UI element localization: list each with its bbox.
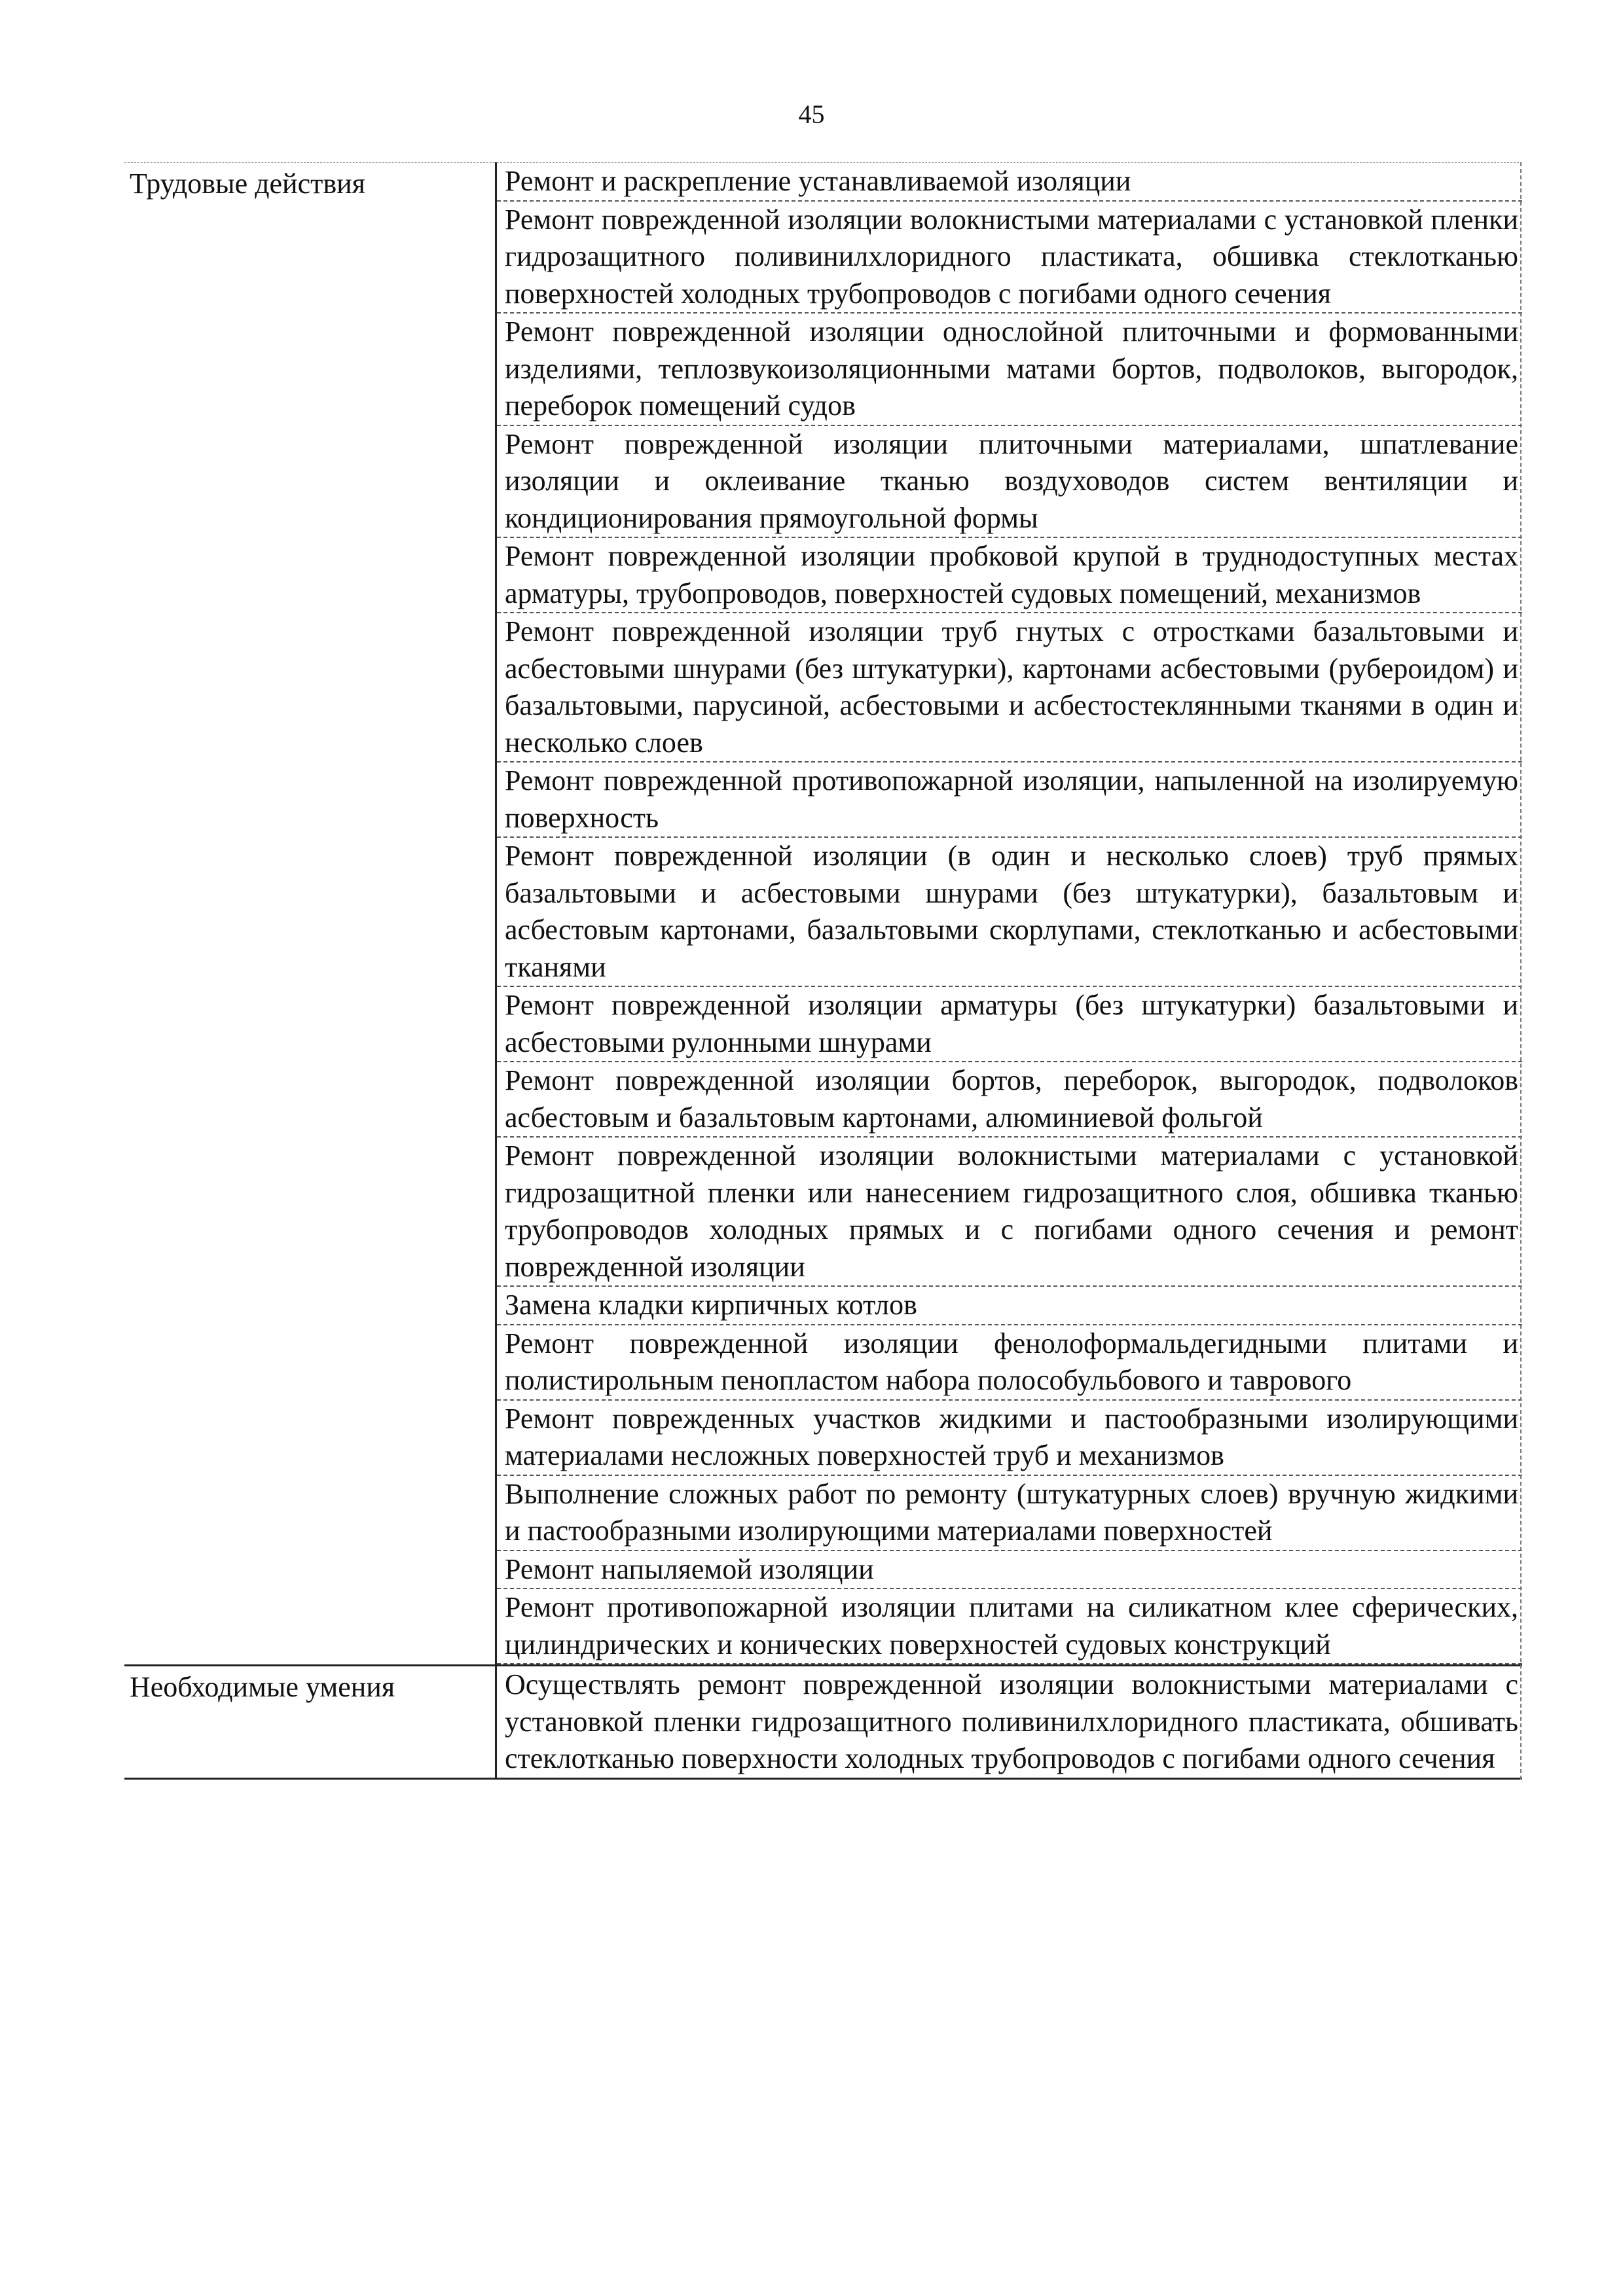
list-item: Замена кладки кирпичных котлов (497, 1287, 1522, 1325)
list-item: Ремонт поврежденной изоляции плиточными материалами, шпатлевание изоляции и оклеивание тканью воздуховодов систем вентиляции и кондиционирования прямоугольной формы (497, 426, 1522, 539)
list-item: Ремонт поврежденной изоляции (в один и несколько слоев) труб прямых базальтовыми и асбестовыми шнурами (без штукатурки), базальтовым и асбестовым картонами, базальтовыми скорлупами, стеклотканью и асбестовыми тканями (497, 838, 1522, 987)
table-right-border (1520, 162, 1522, 1780)
list-item: Ремонт поврежденной изоляции труб гнутых с отростками базальтовыми и асбестовыми шнурами (без штукатурки), картонами асбестовыми (рубероидом) и базальтовыми, парусиной, асбестовыми и асбестостеклянными тканями в один и несколько слоев (497, 613, 1522, 762)
row-label-required-skills: Необходимые умения (124, 1666, 496, 1779)
row-label-labor-actions: Трудовые действия (124, 163, 496, 1666)
list-item: Осуществлять ремонт поврежденной изоляции волокнистыми материалами с установкой пленки гидрозащитного поливинилхлоридного пластиката, обшивать стеклотканью поверхности холодных трубопроводов с погибами одного сечения (505, 1668, 1518, 1774)
required-skills-list (496, 1666, 1523, 1779)
list-item: Ремонт поврежденной изоляции волокнистыми материалами с установкой пленки гидрозащитного поливинилхлоридного пластиката, обшивка стеклотканью поверхностей холодных трубопроводов с погибами одного сечения (497, 202, 1522, 314)
labor-actions-list (496, 163, 1523, 1666)
qualification-table (124, 162, 1522, 1780)
list-item: Ремонт поврежденной изоляции фенолоформальдегидными плитами и полистирольным пенопластом набора полособульбового и таврового (497, 1325, 1522, 1401)
list-item: Ремонт противопожарной изоляции плитами на силикатном клее сферических, цилиндрических и конических поверхностей судовых конструкций (497, 1589, 1522, 1664)
list-item: Ремонт напыляемой изоляции (497, 1551, 1522, 1590)
page-number: 45 (798, 99, 825, 129)
list-item: Ремонт поврежденных участков жидкими и пастообразными изолирующими материалами несложных поверхностей труб и механизмов (497, 1401, 1522, 1476)
table-row-required-skills (124, 1666, 1522, 1779)
list-item: Ремонт поврежденной изоляции арматуры (без штукатурки) базальтовыми и асбестовыми рулонными шнурами (497, 987, 1522, 1062)
list-item: Ремонт поврежденной изоляции однослойной плиточными и формованными изделиями, теплозвукоизоляционными матами бортов, подволоков, выгородок, переборок помещений судов (497, 314, 1522, 426)
list-item: Ремонт поврежденной изоляции пробковой крупой в труднодоступных местах арматуры, трубопроводов, поверхностей судовых помещений, механизмов (497, 538, 1522, 613)
list-item: Ремонт поврежденной противопожарной изоляции, напыленной на изолируемую поверхность (497, 762, 1522, 838)
list-item: Ремонт и раскрепление устанавливаемой изоляции (497, 163, 1522, 202)
list-item: Ремонт поврежденной изоляции бортов, переборок, выгородок, подволоков асбестовым и базальтовым картонами, алюминиевой фольгой (497, 1062, 1522, 1138)
list-item: Ремонт поврежденной изоляции волокнистыми материалами с установкой гидрозащитной пленки или нанесением гидрозащитного слоя, обшивка тканью трубопроводов холодных прямых и с погибами одного сечения и ремонт поврежденной изоляции (497, 1138, 1522, 1287)
list-item: Выполнение сложных работ по ремонту (штукатурных слоев) вручную жидкими и пастообразными изолирующими материалами поверхностей (497, 1476, 1522, 1551)
table-row-labor-actions (124, 163, 1522, 1666)
